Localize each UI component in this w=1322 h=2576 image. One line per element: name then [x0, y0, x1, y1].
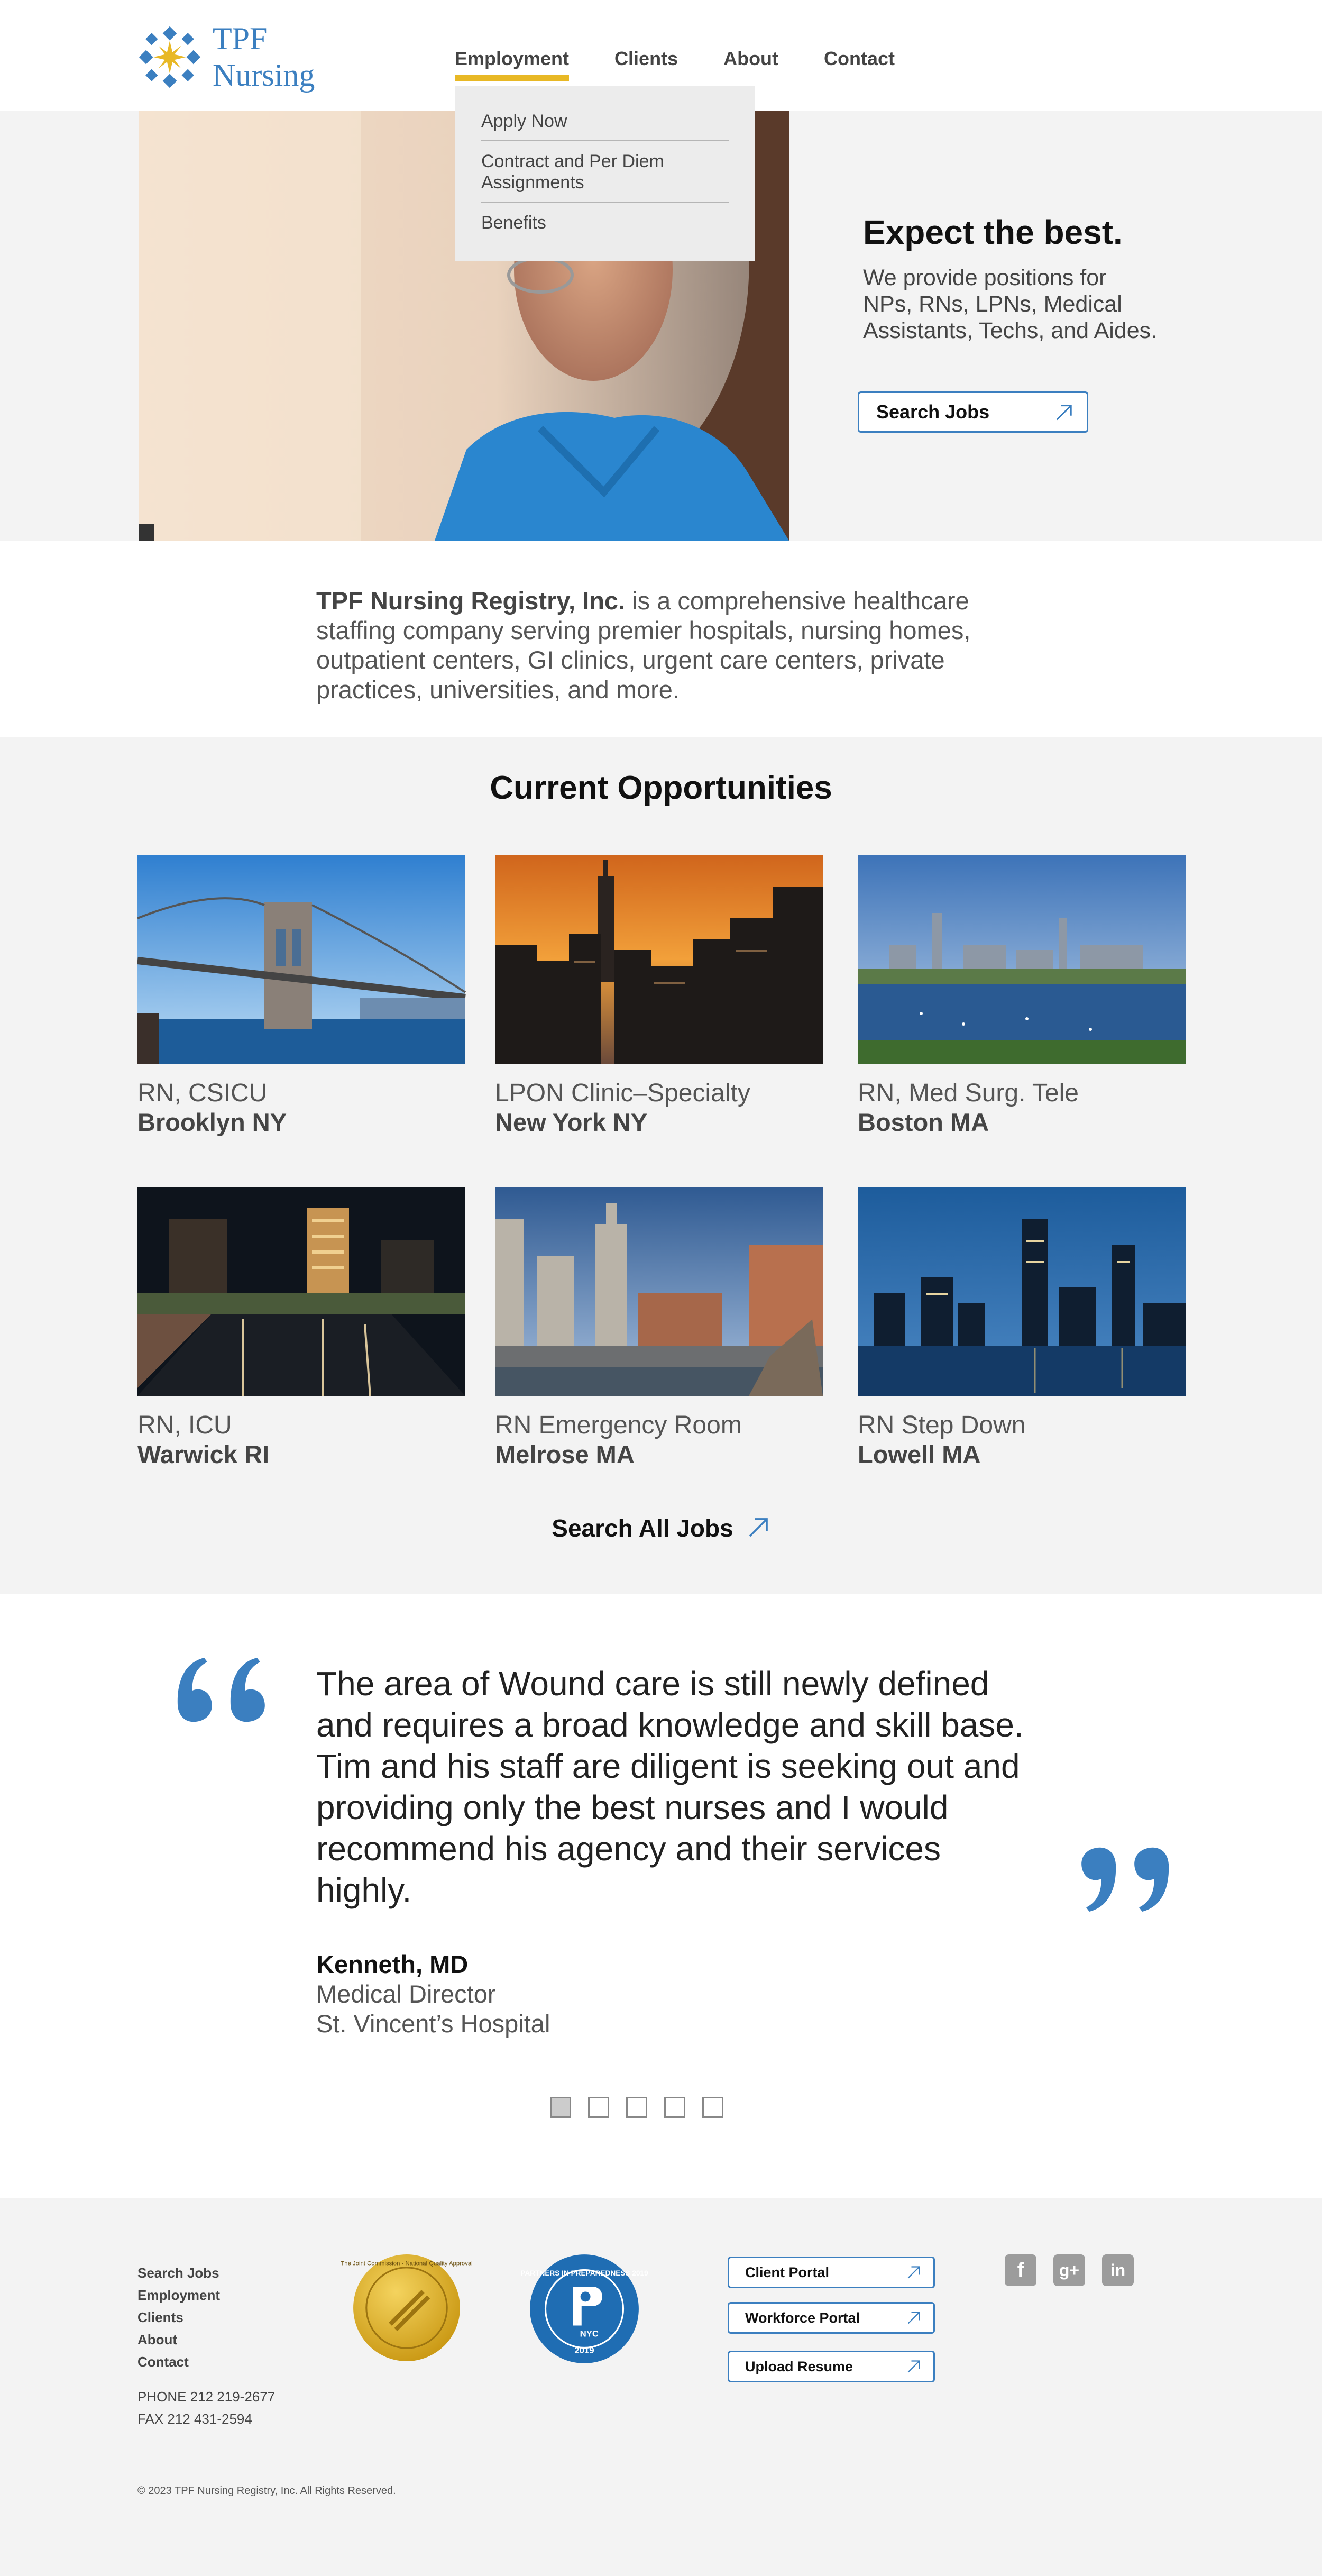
joint-commission-badge-text: The Joint Commission · National Quality Approval [341, 2260, 473, 2267]
search-all-jobs-link[interactable] [0, 1514, 1322, 1542]
slide-dot-3[interactable] [626, 2097, 647, 2118]
slide-dot-5[interactable] [702, 2097, 723, 2118]
hero-description: We provide positions for NPs, RNs, LPNs, Medical Assistants, Techs, and Aides. [863, 265, 1158, 343]
menu-item-contract-assignments[interactable]: Contract and Per Diem Assignments [481, 141, 729, 203]
client-portal-button[interactable] [728, 2257, 935, 2288]
testimonial-quote: The area of Wound care is still newly defined and requires a broad knowledge and skill base. Tim and his staff are diligent is seeking out and providing only the best nurses and I would recommend his agency and their services highly. [316, 1665, 1024, 1909]
slide-dot-4[interactable] [664, 2097, 685, 2118]
job-role: RN, Med Surg. Tele [858, 1079, 1079, 1107]
search-jobs-button[interactable] [858, 391, 1088, 433]
testimonial-section [0, 1594, 1322, 2198]
job-image-lowell-skyline [858, 1187, 1186, 1396]
google-plus-icon[interactable]: g+ [1053, 2254, 1085, 2286]
search-jobs-label: Search Jobs [876, 401, 990, 423]
job-card-lowell[interactable] [858, 1187, 1186, 1469]
author-position: Medical Director [316, 1980, 496, 2008]
job-image-melrose-city [495, 1187, 823, 1396]
footer-phone: PHONE 212 219-2677 [137, 2389, 276, 2405]
job-card-warwick[interactable] [137, 1187, 465, 1469]
job-location: Brooklyn NY [137, 1108, 287, 1136]
author-organization: St. Vincent’s Hospital [316, 2009, 550, 2038]
nav-employment[interactable]: Employment [455, 48, 569, 80]
main-nav [455, 48, 940, 80]
job-image-brooklyn-bridge [137, 855, 465, 1064]
arrow-up-right-icon [906, 2359, 922, 2374]
client-portal-label: Client Portal [745, 2264, 830, 2280]
job-image-new-york-skyline [495, 855, 823, 1064]
footer-fax: FAX 212 431-2594 [137, 2411, 252, 2427]
logo-text: TPF Nursing [213, 21, 315, 93]
facebook-icon[interactable]: f [1005, 2254, 1036, 2286]
partners-in-preparedness-badge [520, 2253, 648, 2364]
upload-resume-label: Upload Resume [745, 2358, 853, 2374]
workforce-portal-button[interactable] [728, 2302, 935, 2334]
joint-commission-badge [341, 2253, 473, 2362]
job-card-boston[interactable] [858, 855, 1186, 1137]
preparedness-badge-year: 2019 [574, 2345, 594, 2355]
menu-item-benefits[interactable]: Benefits [481, 213, 546, 233]
intro-text [316, 586, 1014, 705]
footer-link-about[interactable]: About [137, 2332, 178, 2347]
job-role: RN, CSICU [137, 1079, 268, 1107]
job-card-melrose[interactable] [495, 1187, 823, 1469]
footer-links [137, 2262, 220, 2373]
nav-contact[interactable]: Contact [824, 48, 895, 69]
testimonial-pagination [550, 2097, 740, 2118]
linkedin-icon[interactable]: in [1102, 2254, 1134, 2286]
hero-title: Expect the best. [863, 213, 1123, 251]
intro-section [0, 541, 1322, 737]
employment-dropdown-menu [455, 86, 755, 261]
search-all-jobs-label: Search All Jobs [552, 1514, 733, 1542]
job-location: Lowell MA [858, 1440, 981, 1468]
job-location: Melrose MA [495, 1440, 635, 1468]
footer-link-employment[interactable]: Employment [137, 2287, 221, 2303]
job-card-new-york[interactable] [495, 855, 823, 1137]
job-role: RN, ICU [137, 1411, 232, 1439]
footer-link-search-jobs[interactable]: Search Jobs [137, 2265, 219, 2281]
footer-link-clients[interactable]: Clients [137, 2309, 183, 2325]
upload-resume-button[interactable] [728, 2351, 935, 2382]
job-card-brooklyn[interactable] [137, 855, 465, 1137]
close-quote-icon [1068, 1843, 1174, 1922]
nav-clients[interactable]: Clients [614, 48, 678, 69]
job-role: RN Emergency Room [495, 1411, 742, 1439]
site-footer [0, 2198, 1322, 2576]
menu-item-apply-now[interactable]: Apply Now [481, 86, 729, 141]
preparedness-badge-nyc: NYC [580, 2328, 599, 2339]
intro-description: is a comprehensive healthcare staffing company serving premier hospitals, nursing homes, outpatient centers, GI clinics, urgent care centers, private practices, universities, and more. [316, 587, 971, 704]
workforce-portal-label: Workforce Portal [745, 2309, 860, 2326]
arrow-up-right-icon [906, 2310, 922, 2326]
slide-dot-1[interactable] [550, 2097, 571, 2118]
intro-company-name: TPF Nursing Registry, Inc. [316, 587, 626, 615]
job-image-warwick-river [137, 1187, 465, 1396]
preparedness-badge-text: PARTNERS IN PREPAREDNESS 2019 [520, 2269, 648, 2277]
job-role: RN Step Down [858, 1411, 1026, 1439]
arrow-up-right-icon [1054, 403, 1074, 423]
job-location: Boston MA [858, 1108, 989, 1136]
slide-dot-2[interactable] [588, 2097, 609, 2118]
job-image-boston-skyline [858, 855, 1186, 1064]
job-role: LPON Clinic–Specialty [495, 1079, 750, 1107]
open-quote-icon [172, 1647, 278, 1727]
nav-about[interactable]: About [723, 48, 779, 69]
copyright-text: © 2023 TPF Nursing Registry, Inc. All Rights Reserved. [137, 2485, 396, 2497]
arrow-up-right-icon [906, 2264, 922, 2280]
job-location: New York NY [495, 1108, 648, 1136]
arrow-up-right-icon [746, 1515, 770, 1540]
job-location: Warwick RI [137, 1440, 269, 1468]
site-logo[interactable] [139, 21, 361, 93]
opportunities-section [0, 737, 1322, 1594]
testimonial-author: Kenneth, MD [316, 1950, 469, 1978]
footer-contact-numbers [137, 2386, 275, 2430]
footer-link-contact[interactable]: Contact [137, 2354, 189, 2370]
opportunities-title: Current Opportunities [490, 770, 832, 806]
testimonial-author-title [316, 1979, 550, 2039]
logo-mark-icon [139, 26, 201, 88]
